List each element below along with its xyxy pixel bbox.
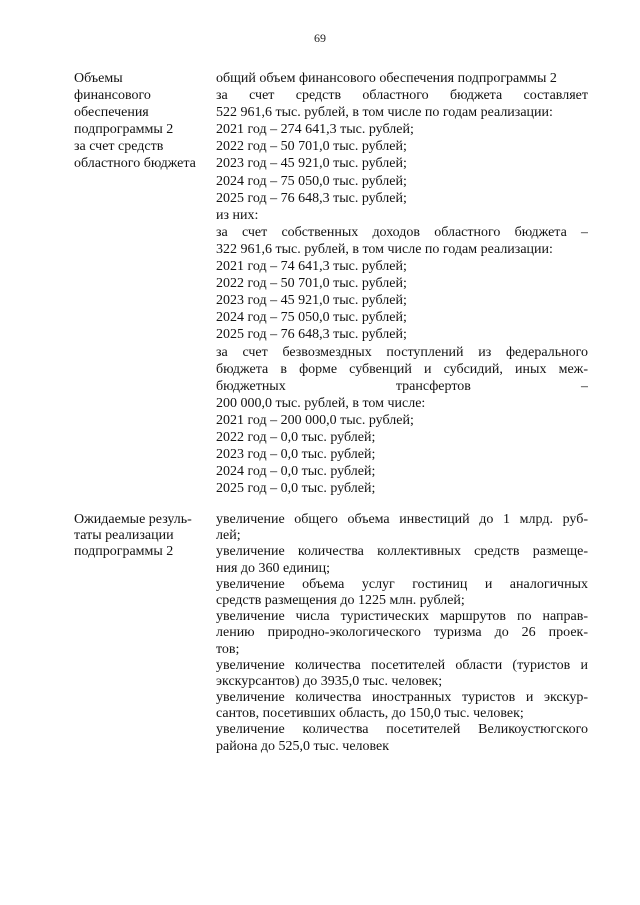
text-line: 2023 год – 45 921,0 тыс. рублей; (216, 156, 407, 172)
text-line: района до 525,0 тыс. человек (216, 738, 390, 754)
text-line: 2024 год – 75 050,0 тыс. рублей; (216, 310, 407, 326)
text-line: увеличение количества иностранных туристов и экскур- (216, 690, 588, 706)
text-line: из них: (216, 207, 259, 223)
text-line: 2022 год – 50 701,0 тыс. рублей; (216, 276, 407, 292)
text-line: за счет средств областного бюджета составляет (216, 88, 588, 104)
text-line: 2023 год – 0,0 тыс. рублей; (216, 447, 376, 463)
text-line: ния до 360 единиц; (216, 560, 331, 576)
text-line: увеличение количества коллективных средств размеще- (216, 544, 588, 560)
text-line: 2022 год – 50 701,0 тыс. рублей; (216, 139, 407, 155)
text-line: 2025 год – 76 648,3 тыс. рублей; (216, 327, 407, 343)
text-line: 2021 год – 74 641,3 тыс. рублей; (216, 259, 407, 275)
text-line: 200 000,0 тыс. рублей, в том числе: (216, 395, 426, 411)
text-line: увеличение объема услуг гостиниц и аналогичных (216, 576, 588, 592)
text-line: 2022 год – 0,0 тыс. рублей; (216, 429, 376, 445)
text-line: увеличение количества посетителей Великоустюгского (216, 722, 588, 738)
text-line: сантов, посетивших область, до 150,0 тыс. человек; (216, 706, 524, 722)
text-line: за счет собственных доходов областного бюджета – (216, 224, 588, 240)
financing-label: Объемы финансового обеспечения подпрограммы 2 за счет средств областного бюджета (74, 71, 196, 172)
text-line: 522 961,6 тыс. рублей, в том числе по годам реализации: (216, 105, 553, 121)
text-line: бюджетных трансфертов – (216, 378, 588, 394)
text-line: увеличение количества посетителей области (туристов и (216, 657, 588, 673)
text-line: 2025 год – 76 648,3 тыс. рублей; (216, 190, 407, 206)
text-line: 2023 год – 45 921,0 тыс. рублей; (216, 293, 407, 309)
text-line: средств размещения до 1225 млн. рублей; (216, 592, 465, 608)
text-line: тов; (216, 641, 240, 657)
text-line: увеличение общего объема инвестиций до 1 млрд. руб- (216, 512, 588, 527)
text-line: 2024 год – 75 050,0 тыс. рублей; (216, 173, 407, 189)
text-line: за счет безвозмездных поступлений из федерального (216, 344, 588, 360)
expected-results-content (216, 512, 588, 755)
text-line: увеличение числа туристических маршрутов по направ- (216, 609, 588, 625)
text-line: лей; (216, 528, 241, 544)
text-line: 2025 год – 0,0 тыс. рублей; (216, 481, 376, 497)
text-line: лению природно-экологического туризма до 26 проек- (216, 625, 588, 641)
text-line: общий объем финансового обеспечения подпрограммы 2 (216, 71, 557, 86)
page-number: 69 (314, 31, 326, 45)
text-line: бюджета в форме субвенций и субсидий, иных меж- (216, 361, 588, 377)
text-line: 2021 год – 274 641,3 тыс. рублей; (216, 122, 414, 138)
text-line: 322 961,6 тыс. рублей, в том числе по годам реализации: (216, 241, 553, 257)
text-line: 2024 год – 0,0 тыс. рублей; (216, 464, 376, 480)
text-line: экскурсантов) до 3935,0 тыс. человек; (216, 673, 443, 689)
expected-results-label: Ожидаемые резуль- таты реализации подпрограммы 2 (74, 512, 192, 560)
financing-content (216, 70, 588, 497)
text-line: 2021 год – 200 000,0 тыс. рублей; (216, 412, 414, 428)
